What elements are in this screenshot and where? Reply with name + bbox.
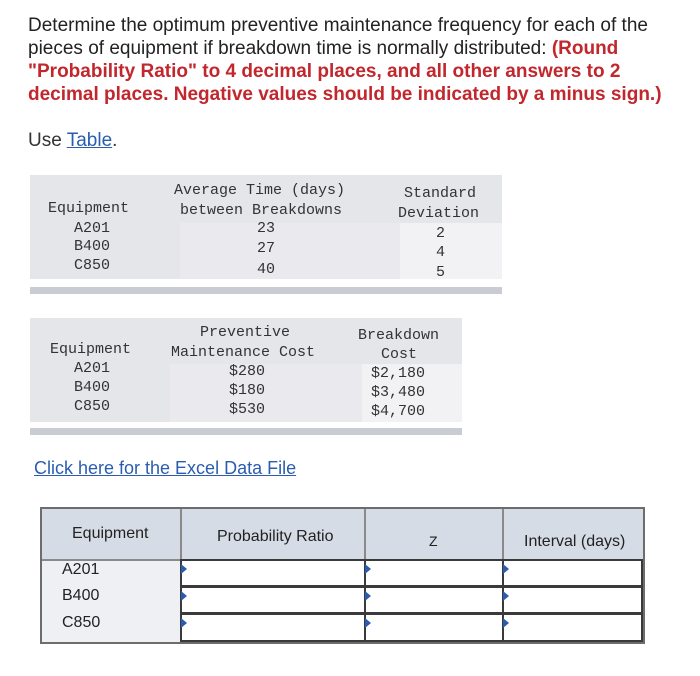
answer-row-label: A201 (62, 561, 100, 578)
z-input-a201[interactable] (364, 559, 504, 587)
use-table-line (28, 130, 117, 152)
table-cell: 23 (257, 220, 276, 237)
table-cell: B400 (74, 238, 111, 255)
interval-input-a201[interactable] (502, 559, 643, 587)
input-marker-icon (503, 591, 509, 601)
input-marker-icon (181, 564, 187, 574)
col-header-sd-line1: Standard (404, 185, 477, 202)
interval-input-c850[interactable] (502, 613, 643, 642)
z-input-c850[interactable] (364, 613, 504, 642)
col-header-bd-line1: Breakdown (358, 327, 440, 344)
answer-row-label: C850 (62, 614, 101, 631)
input-marker-icon (365, 591, 371, 601)
col-header-z: Z (429, 533, 438, 549)
use-prefix: Use (28, 130, 67, 151)
answer-table (40, 507, 645, 644)
table-divider (30, 287, 502, 294)
table-cell: 2 (436, 225, 446, 242)
col-header-equipment: Equipment (48, 200, 130, 217)
col-header-equipment: Equipment (50, 341, 132, 358)
use-suffix: . (112, 130, 118, 151)
input-marker-icon (181, 618, 187, 628)
table-cell: $280 (229, 363, 266, 380)
col-header-equipment: Equipment (72, 525, 149, 542)
col-header-pm-line2: Maintenance Cost (171, 344, 316, 361)
table-cell: 27 (257, 240, 276, 257)
input-marker-icon (181, 591, 187, 601)
col-header-interval: Interval (days) (524, 533, 626, 550)
input-marker-icon (365, 618, 371, 628)
col-header-pm-line1: Preventive (200, 324, 291, 341)
table-cell: 5 (436, 264, 446, 281)
table-divider (30, 428, 462, 435)
table-cell: B400 (74, 379, 111, 396)
table-cell: $3,480 (371, 384, 426, 401)
table-cell: $4,700 (371, 403, 426, 420)
table-cell: C850 (74, 257, 111, 274)
col-header-avg-line2: between Breakdowns (180, 202, 343, 219)
table-cell: $180 (229, 382, 266, 399)
table-cell: A201 (74, 360, 111, 377)
table-cell: 4 (436, 244, 446, 261)
prob-ratio-input-a201[interactable] (180, 559, 366, 587)
col-header-avg-line1: Average Time (days) (174, 182, 346, 199)
table-cell: C850 (74, 398, 111, 415)
input-marker-icon (365, 564, 371, 574)
col-header-sd-line2: Deviation (398, 205, 480, 222)
table-cell: $2,180 (371, 365, 426, 382)
table-link[interactable]: Table (66, 130, 113, 151)
input-marker-icon (503, 564, 509, 574)
cost-table (30, 318, 462, 433)
excel-data-link[interactable]: Click here for the Excel Data File (34, 458, 297, 478)
prob-ratio-input-b400[interactable] (180, 586, 366, 614)
prob-ratio-input-c850[interactable] (180, 613, 366, 642)
rounding-instructions: (Round "Probability Ratio" to 4 decimal places, and all other answers to 2 decimal places. Negative values should be indicated by a minus sign.) (28, 38, 662, 105)
interval-input-b400[interactable] (502, 586, 643, 614)
breakdown-time-table (30, 175, 502, 280)
table-cell: $530 (229, 401, 266, 418)
col-header-probability-ratio: Probability Ratio (217, 528, 334, 545)
table-cell: A201 (74, 220, 111, 237)
col-header-bd-line2: Cost (381, 346, 418, 363)
input-marker-icon (503, 618, 509, 628)
table-cell: 40 (257, 261, 276, 278)
z-input-b400[interactable] (364, 586, 504, 614)
answer-row-label: B400 (62, 587, 100, 604)
question-text (28, 14, 678, 106)
question-intro: Determine the optimum preventive maintenance frequency for each of the pieces of equipment if breakdown time is normally distributed: (28, 15, 648, 59)
